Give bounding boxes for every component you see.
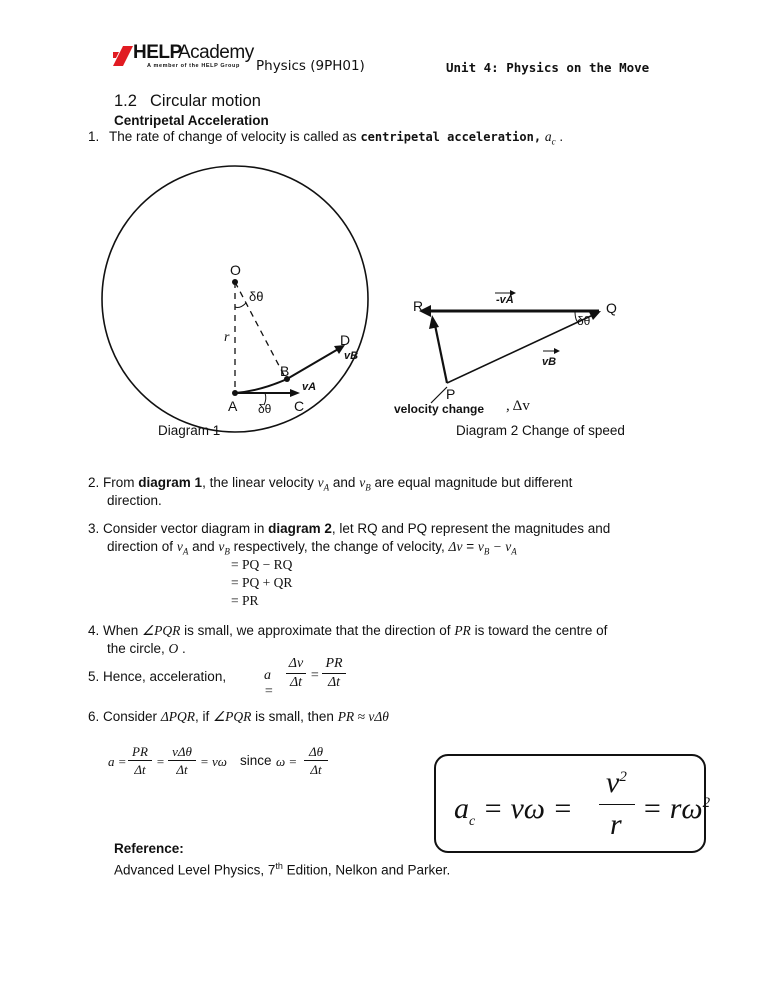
eq-line-1: = PQ − RQ: [231, 557, 293, 572]
section-title: Circular motion: [150, 92, 261, 110]
label-A: A: [228, 398, 238, 414]
section-number: 1.2: [114, 92, 137, 110]
diagram-1-caption: Diagram 1: [158, 423, 221, 438]
label-Q: Q: [606, 300, 617, 316]
label-r: r: [224, 330, 230, 345]
vector-pq: [447, 315, 593, 383]
reference-heading: Reference:: [114, 841, 184, 856]
item-6: 6. Consider ΔPQR, if ∠PQR is small, then PR ≈ vΔθ: [88, 709, 389, 724]
symbol-ac: $a_c$: [544, 129, 556, 147]
course-title: Physics (9PH01): [256, 58, 365, 74]
eq-line-2: = PQ + QR: [231, 575, 293, 590]
velocity-b-arrow: [287, 348, 340, 379]
logo-subtitle: A member of the HELP Group: [147, 63, 240, 69]
logo-mark-icon: [113, 46, 133, 66]
centripetal-formula-box: $a_c = v\omega$ = $v^2$ r = $r\omega^2$: [434, 754, 706, 853]
subsection-title: Centripetal Acceleration: [114, 113, 269, 128]
eq-line-3: = PR: [231, 593, 259, 608]
reference-text: Advanced Level Physics, 7th Edition, Nelkon and Parker.: [114, 861, 451, 878]
label-vA: vA: [302, 381, 317, 393]
item-1: 1. The rate of change of velocity is called as centripetal acceleration, $a_c$ .: [88, 129, 564, 147]
omega-formula: a = PR Δt = vΔθ Δt = vω since ω = Δθ Δt: [108, 742, 438, 782]
item-5: 5. Hence, acceleration,: [88, 669, 227, 684]
logo-help-text: HELP: [133, 42, 182, 63]
diagram-2-caption: Diagram 2 Change of speed: [456, 423, 625, 438]
diagram-2-figure: [395, 285, 635, 415]
item-1-text: The rate of change of velocity is called as: [109, 129, 357, 144]
label-vB: vB: [344, 350, 359, 362]
help-academy-logo: [113, 44, 263, 72]
delta-v-label: , Δv: [506, 398, 530, 414]
vector-pr: [435, 325, 447, 383]
label-dtheta-1: δθ: [249, 289, 264, 304]
item-2: 2. From diagram 1, the linear velocity $v_A$ and $v_B$ are equal magnitude but different: [88, 475, 573, 493]
label-vB-2: vB: [542, 356, 557, 368]
item-2-cont: direction.: [107, 493, 162, 508]
item-4: 4. When ∠PQR is small, we approximate that the direction of PR is toward the centre of: [88, 623, 608, 638]
label-D: D: [340, 332, 351, 348]
item-1-term: centripetal acceleration,: [360, 130, 542, 144]
label-minus-vA: -vA: [496, 294, 514, 306]
pointer-line: [431, 387, 447, 403]
logo-academy-text: Academy: [178, 42, 254, 63]
arc-ab: [235, 379, 287, 393]
label-C: C: [294, 398, 305, 414]
label-B: B: [280, 363, 290, 379]
item-number: 1.: [88, 129, 100, 144]
item-4-cont: the circle, O .: [107, 641, 186, 656]
label-O: O: [230, 262, 241, 278]
label-R: R: [413, 298, 424, 314]
diagram-1-figure: [100, 165, 400, 455]
label-dtheta-3: δθ: [577, 314, 591, 328]
velocity-change-label: velocity change: [394, 402, 485, 416]
item-3: 3. Consider vector diagram in diagram 2, let RQ and PQ represent the magnitudes and: [88, 521, 611, 536]
label-P: P: [446, 386, 456, 402]
angle-arc: [235, 303, 246, 308]
unit-title: Unit 4: Physics on the Move: [446, 60, 650, 75]
label-dtheta-2: δθ: [258, 402, 272, 416]
item-3-cont: direction of $v_A$ and $v_B$ respectively, the change of velocity, $\Delta v = v_B - v_A$: [107, 539, 517, 557]
